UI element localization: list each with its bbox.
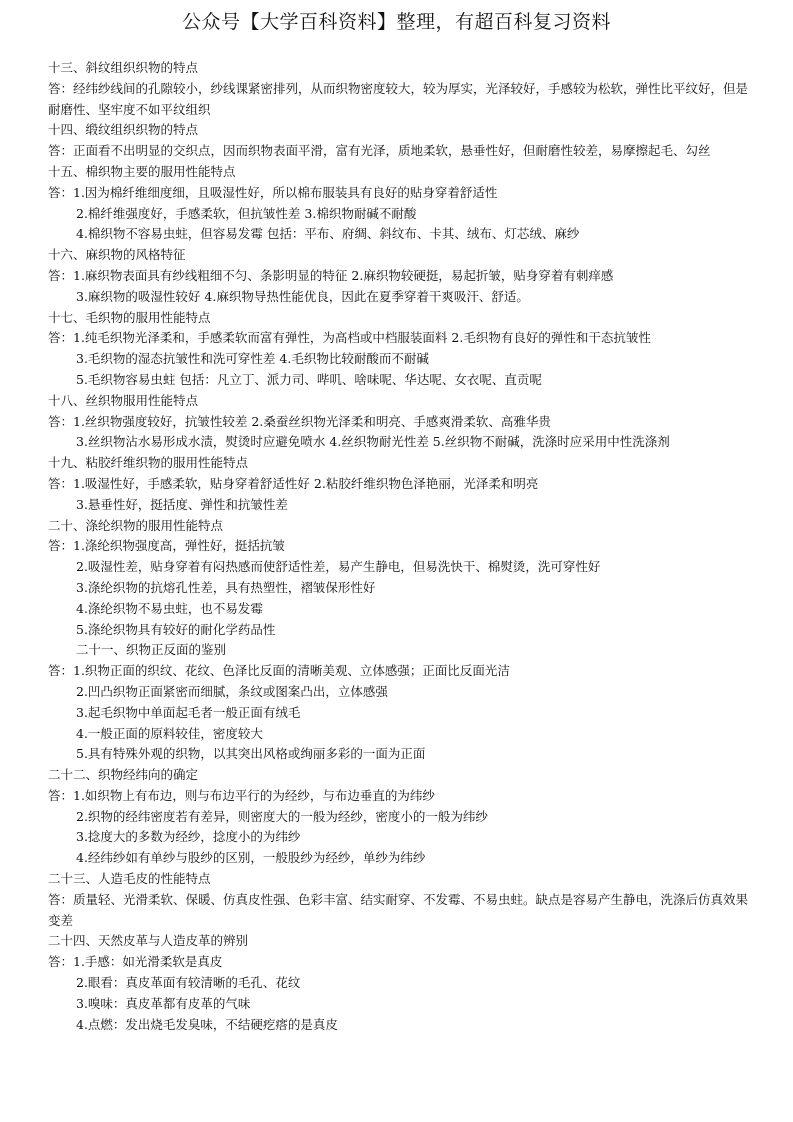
section-heading: 十八、丝织物服用性能特点 [48,392,199,408]
answer-line: 答：1.吸湿性好，手感柔软，贴身穿着舒适性好 2.粘胶纤维织物色泽艳丽，光泽柔和明亮 [48,475,539,491]
answer-paragraph: 答：经纬纱线间的孔隙较小，纱线课紧密排列，从而织物密度较大，较为厚实，光泽较好，手感较为松软，弹性比平纹好，但是耐磨性、坚牢度不如平纹组织 [48,80,749,117]
page-title: 公众号【大学百科资料】整理，有超百科复习资料 [181,11,611,33]
section-heading: 二十四、天然皮革与人造皮革的辨别 [48,933,249,949]
answer-line: 2.棉纤维强度好，手感柔软，但抗皱性差 3.棉织物耐碱不耐酸 [76,205,417,221]
answer-paragraph: 答：正面看不出明显的交织点，因而织物表面平滑，富有光泽，质地柔软，悬垂性好，但耐磨性较差，易摩擦起毛、勾丝 [48,143,711,159]
document-body [48,58,760,1035]
answer-line: 4.一般正面的原料较佳，密度较大 [76,725,263,741]
answer-line: 5.具有特殊外观的织物，以其突出风格或绚丽多彩的一面为正面 [76,746,426,762]
answer-line: 答：1.织物正面的织纹、花纹、色泽比反面的清晰美观、立体感强；正面比反面光洁 [48,663,510,679]
answer-line: 答：1.麻织物表面具有纱线粗细不匀、条影明显的特征 2.麻织物较硬挺，易起折皱，贴身穿着有刺痒感 [48,267,614,283]
answer-line: 3.起毛织物中单面起毛者一般正面有绒毛 [76,704,301,720]
answer-line: 2.吸湿性差，贴身穿着有闷热感而使舒适性差，易产生静电，但易洗快干、棉熨烫，洗可穿性好 [76,559,601,575]
answer-line: 3.丝织物沾水易形成水渍，熨烫时应避免喷水 4.丝织物耐光性差 5.丝织物不耐碱，洗涤时应采用中性洗涤剂 [76,434,670,450]
answer-line: 4.经纬纱如有单纱与股纱的区别，一般股纱为经纱，单纱为纬纱 [76,850,426,866]
section-heading: 二十、涤纶织物的服用性能特点 [48,517,224,533]
section-heading: 十七、毛织物的服用性能特点 [48,309,211,325]
section-heading: 十三、斜纹组织织物的特点 [48,60,199,75]
answer-line: 3.悬垂性好，挺括度、弹性和抗皱性差 [76,496,288,512]
answer-line: 3.毛织物的湿态抗皱性和洗可穿性差 4.毛织物比较耐酸而不耐碱 [76,351,429,367]
answer-line: 5.涤纶织物具有较好的耐化学药品性 [76,621,276,637]
answer-line: 4.棉织物不容易虫蛀，但容易发霉 包括：平布、府绸、斜纹布、卡其、绒布、灯芯绒、麻纱 [76,226,580,242]
answer-line: 2.织物的经纬密度若有差异，则密度大的一般为经纱，密度小的一般为纬纱 [76,808,488,824]
answer-line: 5.毛织物容易虫蛀 包括：凡立丁、派力司、哔叽、啥味呢、华达呢、女衣呢、直贡呢 [76,371,542,387]
answer-line: 3.麻织物的吸湿性较好 4.麻织物导热性能优良，因此在夏季穿着干爽吸汗、舒适。 [76,288,529,304]
answer-line: 2.凹凸织物正面紧密而细腻，条纹或图案凸出，立体感强 [76,683,388,699]
answer-line: 4.点燃：发出烧毛发臭味，不结硬疙瘩的是真皮 [76,1016,338,1032]
section-heading: 二十三、人造毛皮的性能特点 [48,871,211,887]
section-heading: 十六、麻织物的风格特征 [48,247,186,263]
section-heading: 十九、粘胶纤维织物的服用性能特点 [48,455,249,471]
section-heading: 十五、棉织物主要的服用性能特点 [48,163,236,179]
answer-line: 3.嗅味：真皮革都有皮革的气味 [76,995,251,1011]
section-heading: 十四、缎纹组织织物的特点 [48,122,199,138]
answer-line: 答：1.涤纶织物强度高，弹性好，挺括抗皱 [48,538,285,554]
answer-line: 答：1.手感：如光滑柔软是真皮 [48,954,223,970]
answer-paragraph: 答：质量轻、光滑柔软、保暖、仿真皮性强、色彩丰富、结实耐穿、不发霉、不易虫蛀。缺点是容易产生静电，洗涤后仿真效果变差 [48,891,749,928]
answer-line: 3.捻度大的多数为经纱，捻度小的为纬纱 [76,829,301,845]
answer-line: 3.涤纶织物的抗熔孔性差，具有热塑性，褶皱保形性好 [76,579,376,595]
answer-line: 答：1.纯毛织物光泽柔和，手感柔软而富有弹性，为高档或中档服装面料 2.毛织物有良好的弹性和干态抗皱性 [48,330,651,346]
answer-line: 2.眼看：真皮革面有较清晰的毛孔、花纹 [76,975,301,991]
answer-line: 答：1.丝织物强度较好，抗皱性较差 2.桑蚕丝织物光泽柔和明亮、手感爽滑柔软、高雅华贵 [48,413,551,429]
answer-line: 答：1.如织物上有布边，则与布边平行的为经纱，与布边垂直的为纬纱 [48,787,435,803]
section-heading: 二十二、织物经纬向的确定 [48,767,199,783]
answer-line: 答：1.因为棉纤维细度细，且吸湿性好，所以棉布服装具有良好的贴身穿着舒适性 [48,184,498,200]
answer-line: 4.涤纶织物不易虫蛀，也不易发霉 [76,600,263,616]
section-heading: 二十一、织物正反面的鉴别 [76,642,227,658]
